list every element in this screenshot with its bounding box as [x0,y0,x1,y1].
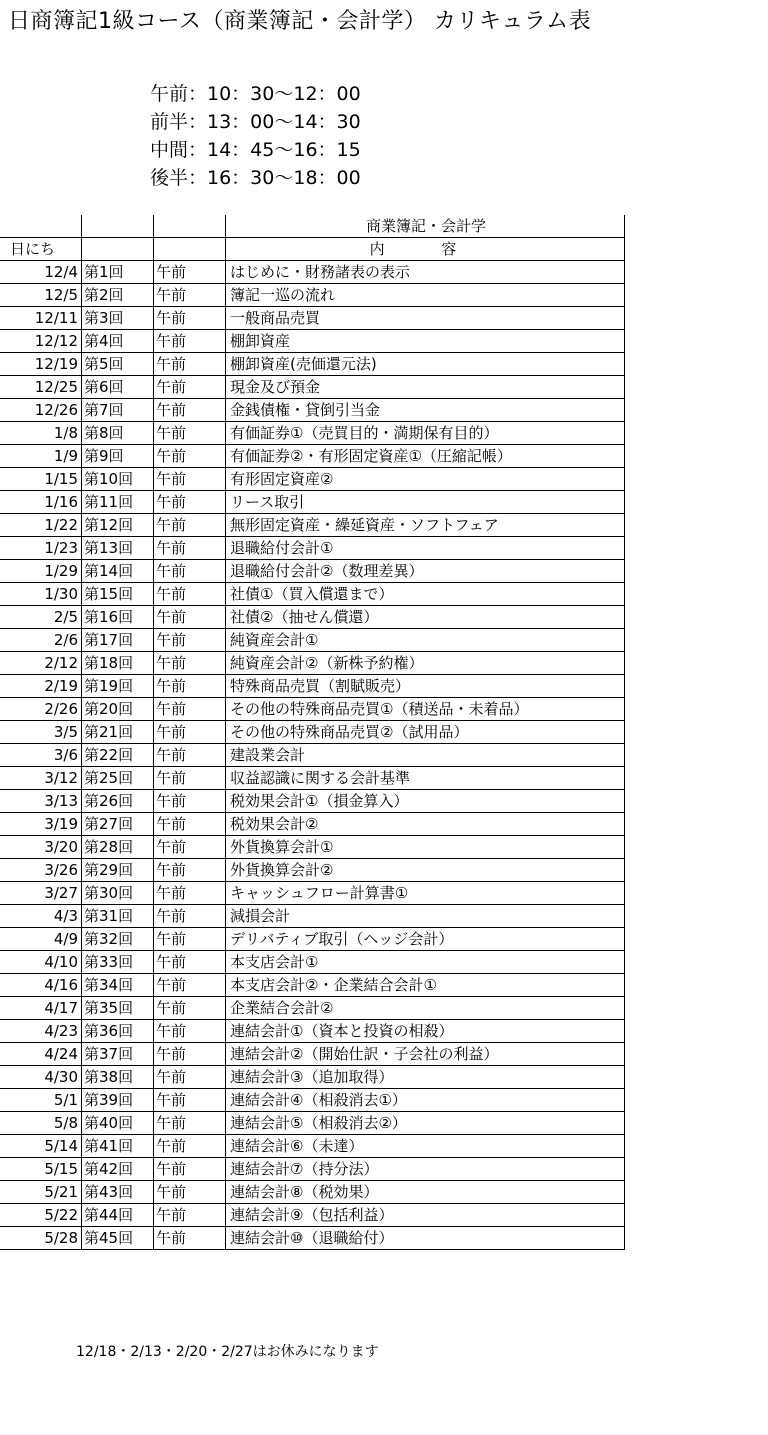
date-cell: 5/21 [0,1181,82,1204]
time-slot-cell: 午前 [154,1043,226,1066]
session-number-cell: 第39回 [82,1089,154,1112]
table-row [0,744,625,767]
time-slot-cell: 午前 [154,790,226,813]
time-slot-cell: 午前 [154,1135,226,1158]
time-slot-cell: 午前 [154,1112,226,1135]
header-cell-empty [0,215,82,238]
content-cell: リース取引 [226,491,625,514]
curriculum-table-body [0,215,625,1250]
session-number-cell: 第18回 [82,652,154,675]
table-row [0,1112,625,1135]
table-row [0,859,625,882]
date-cell: 1/30 [0,583,82,606]
content-cell: 連結会計③（追加取得） [226,1066,625,1089]
date-cell: 3/20 [0,836,82,859]
date-cell: 12/4 [0,261,82,284]
date-cell: 5/22 [0,1204,82,1227]
time-slot-cell: 午前 [154,1020,226,1043]
time-slot-cell: 午前 [154,330,226,353]
table-row [0,1089,625,1112]
content-cell: 純資産会計②（新株予約権） [226,652,625,675]
time-slot-cell: 午前 [154,928,226,951]
date-cell: 2/26 [0,698,82,721]
session-number-cell: 第30回 [82,882,154,905]
session-number-cell: 第11回 [82,491,154,514]
table-row [0,813,625,836]
content-cell: 有価証券①（売買目的・満期保有目的） [226,422,625,445]
header-row-columns [0,238,625,261]
date-cell: 3/12 [0,767,82,790]
session-number-cell: 第43回 [82,1181,154,1204]
content-cell: 特殊商品売買（割賦販売） [226,675,625,698]
session-number-cell: 第5回 [82,353,154,376]
time-slot-cell: 午前 [154,905,226,928]
table-row [0,1158,625,1181]
date-cell: 3/6 [0,744,82,767]
date-cell: 3/26 [0,859,82,882]
table-row [0,1204,625,1227]
date-cell: 12/25 [0,376,82,399]
content-cell: 社債②（抽せん償還） [226,606,625,629]
table-row [0,468,625,491]
content-cell: 外貨換算会計① [226,836,625,859]
curriculum-table [0,215,625,1250]
time-slot-cell: 午前 [154,261,226,284]
table-row [0,629,625,652]
session-number-cell: 第44回 [82,1204,154,1227]
date-cell: 2/19 [0,675,82,698]
time-slot-cell: 午前 [154,537,226,560]
session-number-cell: 第1回 [82,261,154,284]
date-cell: 1/16 [0,491,82,514]
session-number-cell: 第28回 [82,836,154,859]
time-slot-cell: 午前 [154,560,226,583]
date-cell: 3/27 [0,882,82,905]
table-row [0,514,625,537]
session-number-cell: 第15回 [82,583,154,606]
content-cell: 税効果会計② [226,813,625,836]
session-number-cell: 第42回 [82,1158,154,1181]
table-row [0,675,625,698]
content-cell: 連結会計①（資本と投資の相殺） [226,1020,625,1043]
header-cell-empty [154,238,226,261]
content-cell: はじめに・財務諸表の表示 [226,261,625,284]
table-row [0,836,625,859]
date-cell: 5/15 [0,1158,82,1181]
table-row [0,583,625,606]
content-cell: その他の特殊商品売買①（積送品・未着品） [226,698,625,721]
date-cell: 2/12 [0,652,82,675]
table-row [0,928,625,951]
table-row [0,606,625,629]
content-cell: デリバティブ取引（ヘッジ会計） [226,928,625,951]
time-slot-cell: 午前 [154,698,226,721]
table-row [0,1020,625,1043]
date-cell: 1/8 [0,422,82,445]
header-cell-empty [154,215,226,238]
session-number-cell: 第37回 [82,1043,154,1066]
header-date: 日にち [0,238,82,261]
session-number-cell: 第20回 [82,698,154,721]
content-cell: 連結会計⑨（包括利益） [226,1204,625,1227]
session-number-cell: 第21回 [82,721,154,744]
table-row [0,1181,625,1204]
content-cell: 連結会計⑩（退職給付） [226,1227,625,1250]
date-cell: 3/19 [0,813,82,836]
table-row [0,353,625,376]
session-number-cell: 第25回 [82,767,154,790]
time-slot-cell: 午前 [154,284,226,307]
time-slot-cell: 午前 [154,951,226,974]
session-number-cell: 第8回 [82,422,154,445]
time-slot-middle: 中間：14：45〜16：15 [150,139,361,161]
time-slot-cell: 午前 [154,974,226,997]
table-row [0,721,625,744]
time-slot-cell: 午前 [154,675,226,698]
holiday-note: 12/18・2/13・2/20・2/27はお休みになります [76,1344,379,1360]
session-number-cell: 第29回 [82,859,154,882]
session-number-cell: 第17回 [82,629,154,652]
content-cell: 連結会計⑧（税効果） [226,1181,625,1204]
content-cell: 棚卸資産 [226,330,625,353]
date-cell: 4/10 [0,951,82,974]
session-number-cell: 第27回 [82,813,154,836]
date-cell: 4/17 [0,997,82,1020]
session-number-cell: 第35回 [82,997,154,1020]
table-row [0,445,625,468]
table-row [0,284,625,307]
time-slot-cell: 午前 [154,583,226,606]
content-cell: 金銭債権・貸倒引当金 [226,399,625,422]
content-cell: 無形固定資産・繰延資産・ソフトフェア [226,514,625,537]
content-cell: 退職給付会計① [226,537,625,560]
session-number-cell: 第9回 [82,445,154,468]
session-number-cell: 第32回 [82,928,154,951]
session-number-cell: 第13回 [82,537,154,560]
header-row-subject [0,215,625,238]
header-cell-empty [82,238,154,261]
time-slot-cell: 午前 [154,997,226,1020]
date-cell: 4/24 [0,1043,82,1066]
table-row [0,1227,625,1250]
session-number-cell: 第7回 [82,399,154,422]
content-cell: 有形固定資産② [226,468,625,491]
table-row [0,1043,625,1066]
time-slot-cell: 午前 [154,606,226,629]
date-cell: 12/11 [0,307,82,330]
content-cell: 税効果会計①（損金算入） [226,790,625,813]
date-cell: 3/5 [0,721,82,744]
session-number-cell: 第45回 [82,1227,154,1250]
table-row [0,790,625,813]
content-cell: 社債①（買入償還まで） [226,583,625,606]
content-cell: 連結会計⑥（未達） [226,1135,625,1158]
time-slot-cell: 午前 [154,767,226,790]
time-slot-cell: 午前 [154,1227,226,1250]
date-cell: 12/12 [0,330,82,353]
time-slot-cell: 午前 [154,1158,226,1181]
content-cell: 本支店会計① [226,951,625,974]
table-row [0,652,625,675]
table-row [0,974,625,997]
content-cell: 外貨換算会計② [226,859,625,882]
date-cell: 4/16 [0,974,82,997]
time-slot-cell: 午前 [154,514,226,537]
content-cell: 純資産会計① [226,629,625,652]
session-number-cell: 第34回 [82,974,154,997]
content-cell: 減損会計 [226,905,625,928]
table-row [0,307,625,330]
table-row [0,261,625,284]
time-slot-cell: 午前 [154,859,226,882]
date-cell: 5/28 [0,1227,82,1250]
time-slot-cell: 午前 [154,1066,226,1089]
date-cell: 4/3 [0,905,82,928]
session-number-cell: 第26回 [82,790,154,813]
time-slot-list [150,80,361,192]
session-number-cell: 第36回 [82,1020,154,1043]
table-row [0,399,625,422]
date-cell: 1/22 [0,514,82,537]
date-cell: 2/6 [0,629,82,652]
content-cell: 簿記一巡の流れ [226,284,625,307]
time-slot-cell: 午前 [154,813,226,836]
time-slot-cell: 午前 [154,721,226,744]
table-row [0,537,625,560]
content-cell: 本支店会計②・企業結合会計① [226,974,625,997]
time-slot-cell: 午前 [154,629,226,652]
table-row [0,698,625,721]
content-cell: 退職給付会計②（数理差異） [226,560,625,583]
session-number-cell: 第14回 [82,560,154,583]
date-cell: 12/19 [0,353,82,376]
time-slot-cell: 午前 [154,1089,226,1112]
content-cell: 建設業会計 [226,744,625,767]
session-number-cell: 第2回 [82,284,154,307]
date-cell: 5/8 [0,1112,82,1135]
content-cell: 連結会計⑤（相殺消去②） [226,1112,625,1135]
time-slot-cell: 午前 [154,445,226,468]
table-row [0,997,625,1020]
date-cell: 12/26 [0,399,82,422]
time-slot-cell: 午前 [154,422,226,445]
session-number-cell: 第19回 [82,675,154,698]
time-slot-cell: 午前 [154,491,226,514]
date-cell: 5/14 [0,1135,82,1158]
time-slot-cell: 午前 [154,307,226,330]
date-cell: 1/29 [0,560,82,583]
content-cell: 連結会計④（相殺消去①） [226,1089,625,1112]
date-cell: 1/15 [0,468,82,491]
date-cell: 3/13 [0,790,82,813]
table-row [0,905,625,928]
content-cell: 有価証券②・有形固定資産①（圧縮記帳） [226,445,625,468]
time-slot-cell: 午前 [154,399,226,422]
table-row [0,882,625,905]
table-row [0,422,625,445]
session-number-cell: 第33回 [82,951,154,974]
table-row [0,376,625,399]
date-cell: 1/23 [0,537,82,560]
time-slot-cell: 午前 [154,744,226,767]
date-cell: 4/23 [0,1020,82,1043]
time-slot-cell: 午前 [154,652,226,675]
session-number-cell: 第22回 [82,744,154,767]
time-slot-cell: 午前 [154,1181,226,1204]
time-slot-cell: 午前 [154,882,226,905]
content-cell: 企業結合会計② [226,997,625,1020]
table-row [0,951,625,974]
session-number-cell: 第16回 [82,606,154,629]
table-row [0,767,625,790]
date-cell: 12/5 [0,284,82,307]
time-slot-second-half: 後半：16：30〜18：00 [150,167,361,189]
time-slot-cell: 午前 [154,1204,226,1227]
date-cell: 4/30 [0,1066,82,1089]
header-cell-empty [82,215,154,238]
table-row [0,1135,625,1158]
session-number-cell: 第41回 [82,1135,154,1158]
date-cell: 2/5 [0,606,82,629]
header-subject: 商業簿記・会計学 [226,215,625,238]
time-slot-morning: 午前：10：30〜12：00 [150,83,361,105]
content-cell: 連結会計②（開始仕訳・子会社の利益） [226,1043,625,1066]
time-slot-cell: 午前 [154,353,226,376]
session-number-cell: 第3回 [82,307,154,330]
session-number-cell: 第31回 [82,905,154,928]
content-cell: 現金及び預金 [226,376,625,399]
time-slot-cell: 午前 [154,376,226,399]
session-number-cell: 第38回 [82,1066,154,1089]
page-title: 日商簿記1級コース（商業簿記・会計学） カリキュラム表 [8,9,592,34]
session-number-cell: 第6回 [82,376,154,399]
time-slot-first-half: 前半：13：00〜14：30 [150,111,361,133]
table-row [0,1066,625,1089]
session-number-cell: 第12回 [82,514,154,537]
session-number-cell: 第40回 [82,1112,154,1135]
time-slot-cell: 午前 [154,836,226,859]
session-number-cell: 第4回 [82,330,154,353]
table-row [0,491,625,514]
content-cell: その他の特殊商品売買②（試用品） [226,721,625,744]
date-cell: 5/1 [0,1089,82,1112]
session-number-cell: 第10回 [82,468,154,491]
date-cell: 1/9 [0,445,82,468]
content-cell: キャッシュフロー計算書① [226,882,625,905]
date-cell: 4/9 [0,928,82,951]
content-cell: 収益認識に関する会計基準 [226,767,625,790]
table-row [0,560,625,583]
header-content: 内 容 [226,238,625,261]
content-cell: 連結会計⑦（持分法） [226,1158,625,1181]
table-row [0,330,625,353]
content-cell: 一般商品売買 [226,307,625,330]
time-slot-cell: 午前 [154,468,226,491]
content-cell: 棚卸資産(売価還元法) [226,353,625,376]
